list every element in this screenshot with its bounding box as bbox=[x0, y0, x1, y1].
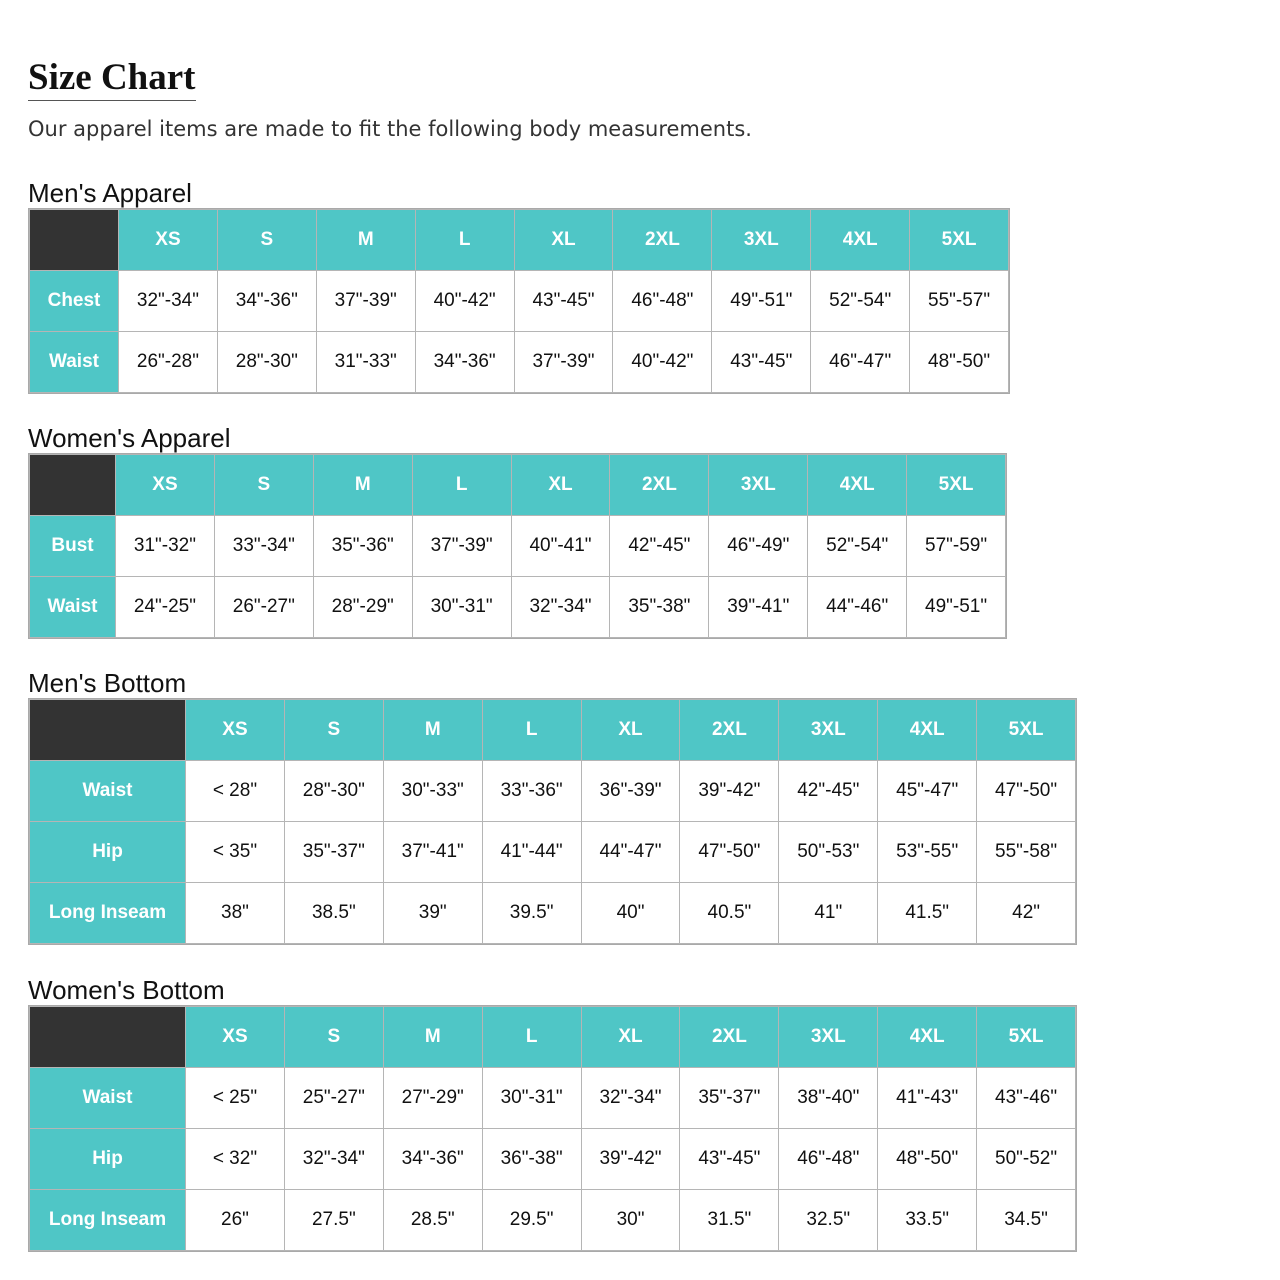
measurement-cell: 36"-38" bbox=[482, 1129, 581, 1190]
womens-bottom-section bbox=[28, 975, 1077, 1257]
measurement-cell: 34"-36" bbox=[383, 1129, 482, 1190]
size-header-row bbox=[30, 700, 1076, 761]
table-row bbox=[30, 1068, 1076, 1129]
measurement-cell: 32.5" bbox=[779, 1190, 878, 1251]
size-header-s: S bbox=[214, 455, 313, 516]
size-header-2xl: 2XL bbox=[613, 210, 712, 271]
size-header-3xl: 3XL bbox=[709, 455, 808, 516]
measurement-cell: 44"-47" bbox=[581, 822, 680, 883]
measurement-cell: 32"-34" bbox=[284, 1129, 383, 1190]
size-header-xs: XS bbox=[119, 210, 218, 271]
measurement-cell: 30"-31" bbox=[482, 1068, 581, 1129]
measurement-cell: 39"-42" bbox=[680, 761, 779, 822]
measurement-cell: 30"-33" bbox=[383, 761, 482, 822]
size-header-3xl: 3XL bbox=[779, 1007, 878, 1068]
measurement-cell: 27"-29" bbox=[383, 1068, 482, 1129]
size-header-m: M bbox=[313, 455, 412, 516]
measurement-cell: 35"-38" bbox=[610, 577, 709, 638]
measurement-cell: 49"-51" bbox=[712, 271, 811, 332]
size-header-5xl: 5XL bbox=[977, 1007, 1076, 1068]
measurement-cell: 41"-43" bbox=[878, 1068, 977, 1129]
measurement-cell: 55"-58" bbox=[977, 822, 1076, 883]
row-label-hip: Hip bbox=[30, 1129, 186, 1190]
measurement-cell: 34"-36" bbox=[415, 332, 514, 393]
measurement-cell: 35"-36" bbox=[313, 516, 412, 577]
womens-apparel-heading: Women's Apparel bbox=[28, 423, 231, 453]
measurement-cell: 57"-59" bbox=[907, 516, 1006, 577]
measurement-cell: < 32" bbox=[186, 1129, 285, 1190]
measurement-cell: 34.5" bbox=[977, 1190, 1076, 1251]
size-header-2xl: 2XL bbox=[680, 1007, 779, 1068]
womens-bottom-heading: Women's Bottom bbox=[28, 975, 225, 1005]
table-corner-cell bbox=[30, 1007, 186, 1068]
size-header-2xl: 2XL bbox=[680, 700, 779, 761]
measurement-cell: 33.5" bbox=[878, 1190, 977, 1251]
womens-apparel-table bbox=[29, 454, 1006, 638]
measurement-cell: 30" bbox=[581, 1190, 680, 1251]
measurement-cell: 42"-45" bbox=[610, 516, 709, 577]
size-header-5xl: 5XL bbox=[910, 210, 1009, 271]
measurement-cell: 38" bbox=[186, 883, 285, 944]
size-header-m: M bbox=[383, 1007, 482, 1068]
measurement-cell: 35"-37" bbox=[680, 1068, 779, 1129]
size-header-5xl: 5XL bbox=[907, 455, 1006, 516]
table-row bbox=[30, 883, 1076, 944]
measurement-cell: 39.5" bbox=[482, 883, 581, 944]
row-label-waist: Waist bbox=[30, 332, 119, 393]
measurement-cell: 26"-28" bbox=[119, 332, 218, 393]
measurement-cell: 42"-45" bbox=[779, 761, 878, 822]
mens-apparel-heading: Men's Apparel bbox=[28, 178, 192, 208]
size-header-3xl: 3XL bbox=[712, 210, 811, 271]
measurement-cell: 28"-30" bbox=[217, 332, 316, 393]
measurement-cell: 36"-39" bbox=[581, 761, 680, 822]
row-label-chest: Chest bbox=[30, 271, 119, 332]
measurement-cell: 28.5" bbox=[383, 1190, 482, 1251]
row-label-waist: Waist bbox=[30, 1068, 186, 1129]
measurement-cell: 40" bbox=[581, 883, 680, 944]
measurement-cell: 43"-46" bbox=[977, 1068, 1076, 1129]
measurement-cell: 43"-45" bbox=[712, 332, 811, 393]
measurement-cell: < 28" bbox=[186, 761, 285, 822]
intro-text: Our apparel items are made to fit the following body measurements. bbox=[28, 117, 752, 141]
measurement-cell: 31"-33" bbox=[316, 332, 415, 393]
measurement-cell: 31"-32" bbox=[116, 516, 215, 577]
measurement-cell: 38"-40" bbox=[779, 1068, 878, 1129]
table-row bbox=[30, 1129, 1076, 1190]
measurement-cell: 26" bbox=[186, 1190, 285, 1251]
measurement-cell: 43"-45" bbox=[680, 1129, 779, 1190]
mens-apparel-section bbox=[28, 178, 1010, 399]
size-header-xl: XL bbox=[514, 210, 613, 271]
measurement-cell: 40"-41" bbox=[511, 516, 610, 577]
size-header-xs: XS bbox=[116, 455, 215, 516]
measurement-cell: 31.5" bbox=[680, 1190, 779, 1251]
page-title: Size Chart bbox=[28, 57, 196, 101]
size-header-m: M bbox=[316, 210, 415, 271]
womens-apparel-section bbox=[28, 423, 1007, 644]
size-header-xs: XS bbox=[186, 1007, 285, 1068]
measurement-cell: 40.5" bbox=[680, 883, 779, 944]
measurement-cell: 47"-50" bbox=[680, 822, 779, 883]
size-header-s: S bbox=[284, 700, 383, 761]
size-header-5xl: 5XL bbox=[977, 700, 1076, 761]
measurement-cell: 28"-30" bbox=[284, 761, 383, 822]
measurement-cell: 33"-34" bbox=[214, 516, 313, 577]
size-header-2xl: 2XL bbox=[610, 455, 709, 516]
measurement-cell: 39"-42" bbox=[581, 1129, 680, 1190]
measurement-cell: 39"-41" bbox=[709, 577, 808, 638]
size-header-s: S bbox=[217, 210, 316, 271]
size-header-m: M bbox=[383, 700, 482, 761]
size-header-4xl: 4XL bbox=[878, 700, 977, 761]
table-row bbox=[30, 1190, 1076, 1251]
size-header-xl: XL bbox=[581, 700, 680, 761]
size-header-l: L bbox=[482, 700, 581, 761]
measurement-cell: 28"-29" bbox=[313, 577, 412, 638]
row-label-hip: Hip bbox=[30, 822, 186, 883]
measurement-cell: 49"-51" bbox=[907, 577, 1006, 638]
measurement-cell: 44"-46" bbox=[808, 577, 907, 638]
size-header-l: L bbox=[412, 455, 511, 516]
table-row bbox=[30, 516, 1006, 577]
measurement-cell: 46"-49" bbox=[709, 516, 808, 577]
measurement-cell: 32"-34" bbox=[119, 271, 218, 332]
measurement-cell: 46"-47" bbox=[811, 332, 910, 393]
measurement-cell: 32"-34" bbox=[511, 577, 610, 638]
table-row bbox=[30, 332, 1009, 393]
size-header-row bbox=[30, 210, 1009, 271]
measurement-cell: 45"-47" bbox=[878, 761, 977, 822]
measurement-cell: 43"-45" bbox=[514, 271, 613, 332]
size-header-xl: XL bbox=[581, 1007, 680, 1068]
measurement-cell: 53"-55" bbox=[878, 822, 977, 883]
measurement-cell: 52"-54" bbox=[811, 271, 910, 332]
size-header-xl: XL bbox=[511, 455, 610, 516]
measurement-cell: 34"-36" bbox=[217, 271, 316, 332]
size-header-4xl: 4XL bbox=[878, 1007, 977, 1068]
measurement-cell: 29.5" bbox=[482, 1190, 581, 1251]
measurement-cell: 33"-36" bbox=[482, 761, 581, 822]
measurement-cell: 41.5" bbox=[878, 883, 977, 944]
measurement-cell: 39" bbox=[383, 883, 482, 944]
measurement-cell: 50"-52" bbox=[977, 1129, 1076, 1190]
measurement-cell: 24"-25" bbox=[116, 577, 215, 638]
measurement-cell: 37"-39" bbox=[514, 332, 613, 393]
row-label-bust: Bust bbox=[30, 516, 116, 577]
size-header-l: L bbox=[482, 1007, 581, 1068]
size-header-row bbox=[30, 1007, 1076, 1068]
measurement-cell: 48"-50" bbox=[878, 1129, 977, 1190]
measurement-cell: 52"-54" bbox=[808, 516, 907, 577]
row-label-waist: Waist bbox=[30, 577, 116, 638]
measurement-cell: 25"-27" bbox=[284, 1068, 383, 1129]
row-label-long-inseam: Long Inseam bbox=[30, 883, 186, 944]
measurement-cell: 30"-31" bbox=[412, 577, 511, 638]
size-header-xs: XS bbox=[186, 700, 285, 761]
table-corner-cell bbox=[30, 210, 119, 271]
measurement-cell: < 35" bbox=[186, 822, 285, 883]
mens-bottom-heading: Men's Bottom bbox=[28, 668, 187, 698]
measurement-cell: 40"-42" bbox=[415, 271, 514, 332]
size-header-row bbox=[30, 455, 1006, 516]
table-row bbox=[30, 822, 1076, 883]
mens-bottom-table bbox=[29, 699, 1076, 944]
table-corner-cell bbox=[30, 700, 186, 761]
womens-bottom-table bbox=[29, 1006, 1076, 1251]
measurement-cell: 50"-53" bbox=[779, 822, 878, 883]
measurement-cell: 38.5" bbox=[284, 883, 383, 944]
measurement-cell: 35"-37" bbox=[284, 822, 383, 883]
measurement-cell: 37"-39" bbox=[316, 271, 415, 332]
measurement-cell: 46"-48" bbox=[613, 271, 712, 332]
row-label-long-inseam: Long Inseam bbox=[30, 1190, 186, 1251]
measurement-cell: < 25" bbox=[186, 1068, 285, 1129]
row-label-waist: Waist bbox=[30, 761, 186, 822]
measurement-cell: 48"-50" bbox=[910, 332, 1009, 393]
measurement-cell: 41" bbox=[779, 883, 878, 944]
measurement-cell: 46"-48" bbox=[779, 1129, 878, 1190]
measurement-cell: 40"-42" bbox=[613, 332, 712, 393]
measurement-cell: 55"-57" bbox=[910, 271, 1009, 332]
measurement-cell: 27.5" bbox=[284, 1190, 383, 1251]
table-corner-cell bbox=[30, 455, 116, 516]
size-header-l: L bbox=[415, 210, 514, 271]
measurement-cell: 42" bbox=[977, 883, 1076, 944]
size-header-4xl: 4XL bbox=[811, 210, 910, 271]
measurement-cell: 32"-34" bbox=[581, 1068, 680, 1129]
table-row bbox=[30, 577, 1006, 638]
table-row bbox=[30, 271, 1009, 332]
measurement-cell: 47"-50" bbox=[977, 761, 1076, 822]
mens-bottom-section bbox=[28, 668, 1077, 950]
size-header-3xl: 3XL bbox=[779, 700, 878, 761]
measurement-cell: 26"-27" bbox=[214, 577, 313, 638]
size-header-4xl: 4XL bbox=[808, 455, 907, 516]
measurement-cell: 37"-41" bbox=[383, 822, 482, 883]
mens-apparel-table bbox=[29, 209, 1009, 393]
measurement-cell: 37"-39" bbox=[412, 516, 511, 577]
measurement-cell: 41"-44" bbox=[482, 822, 581, 883]
size-header-s: S bbox=[284, 1007, 383, 1068]
table-row bbox=[30, 761, 1076, 822]
